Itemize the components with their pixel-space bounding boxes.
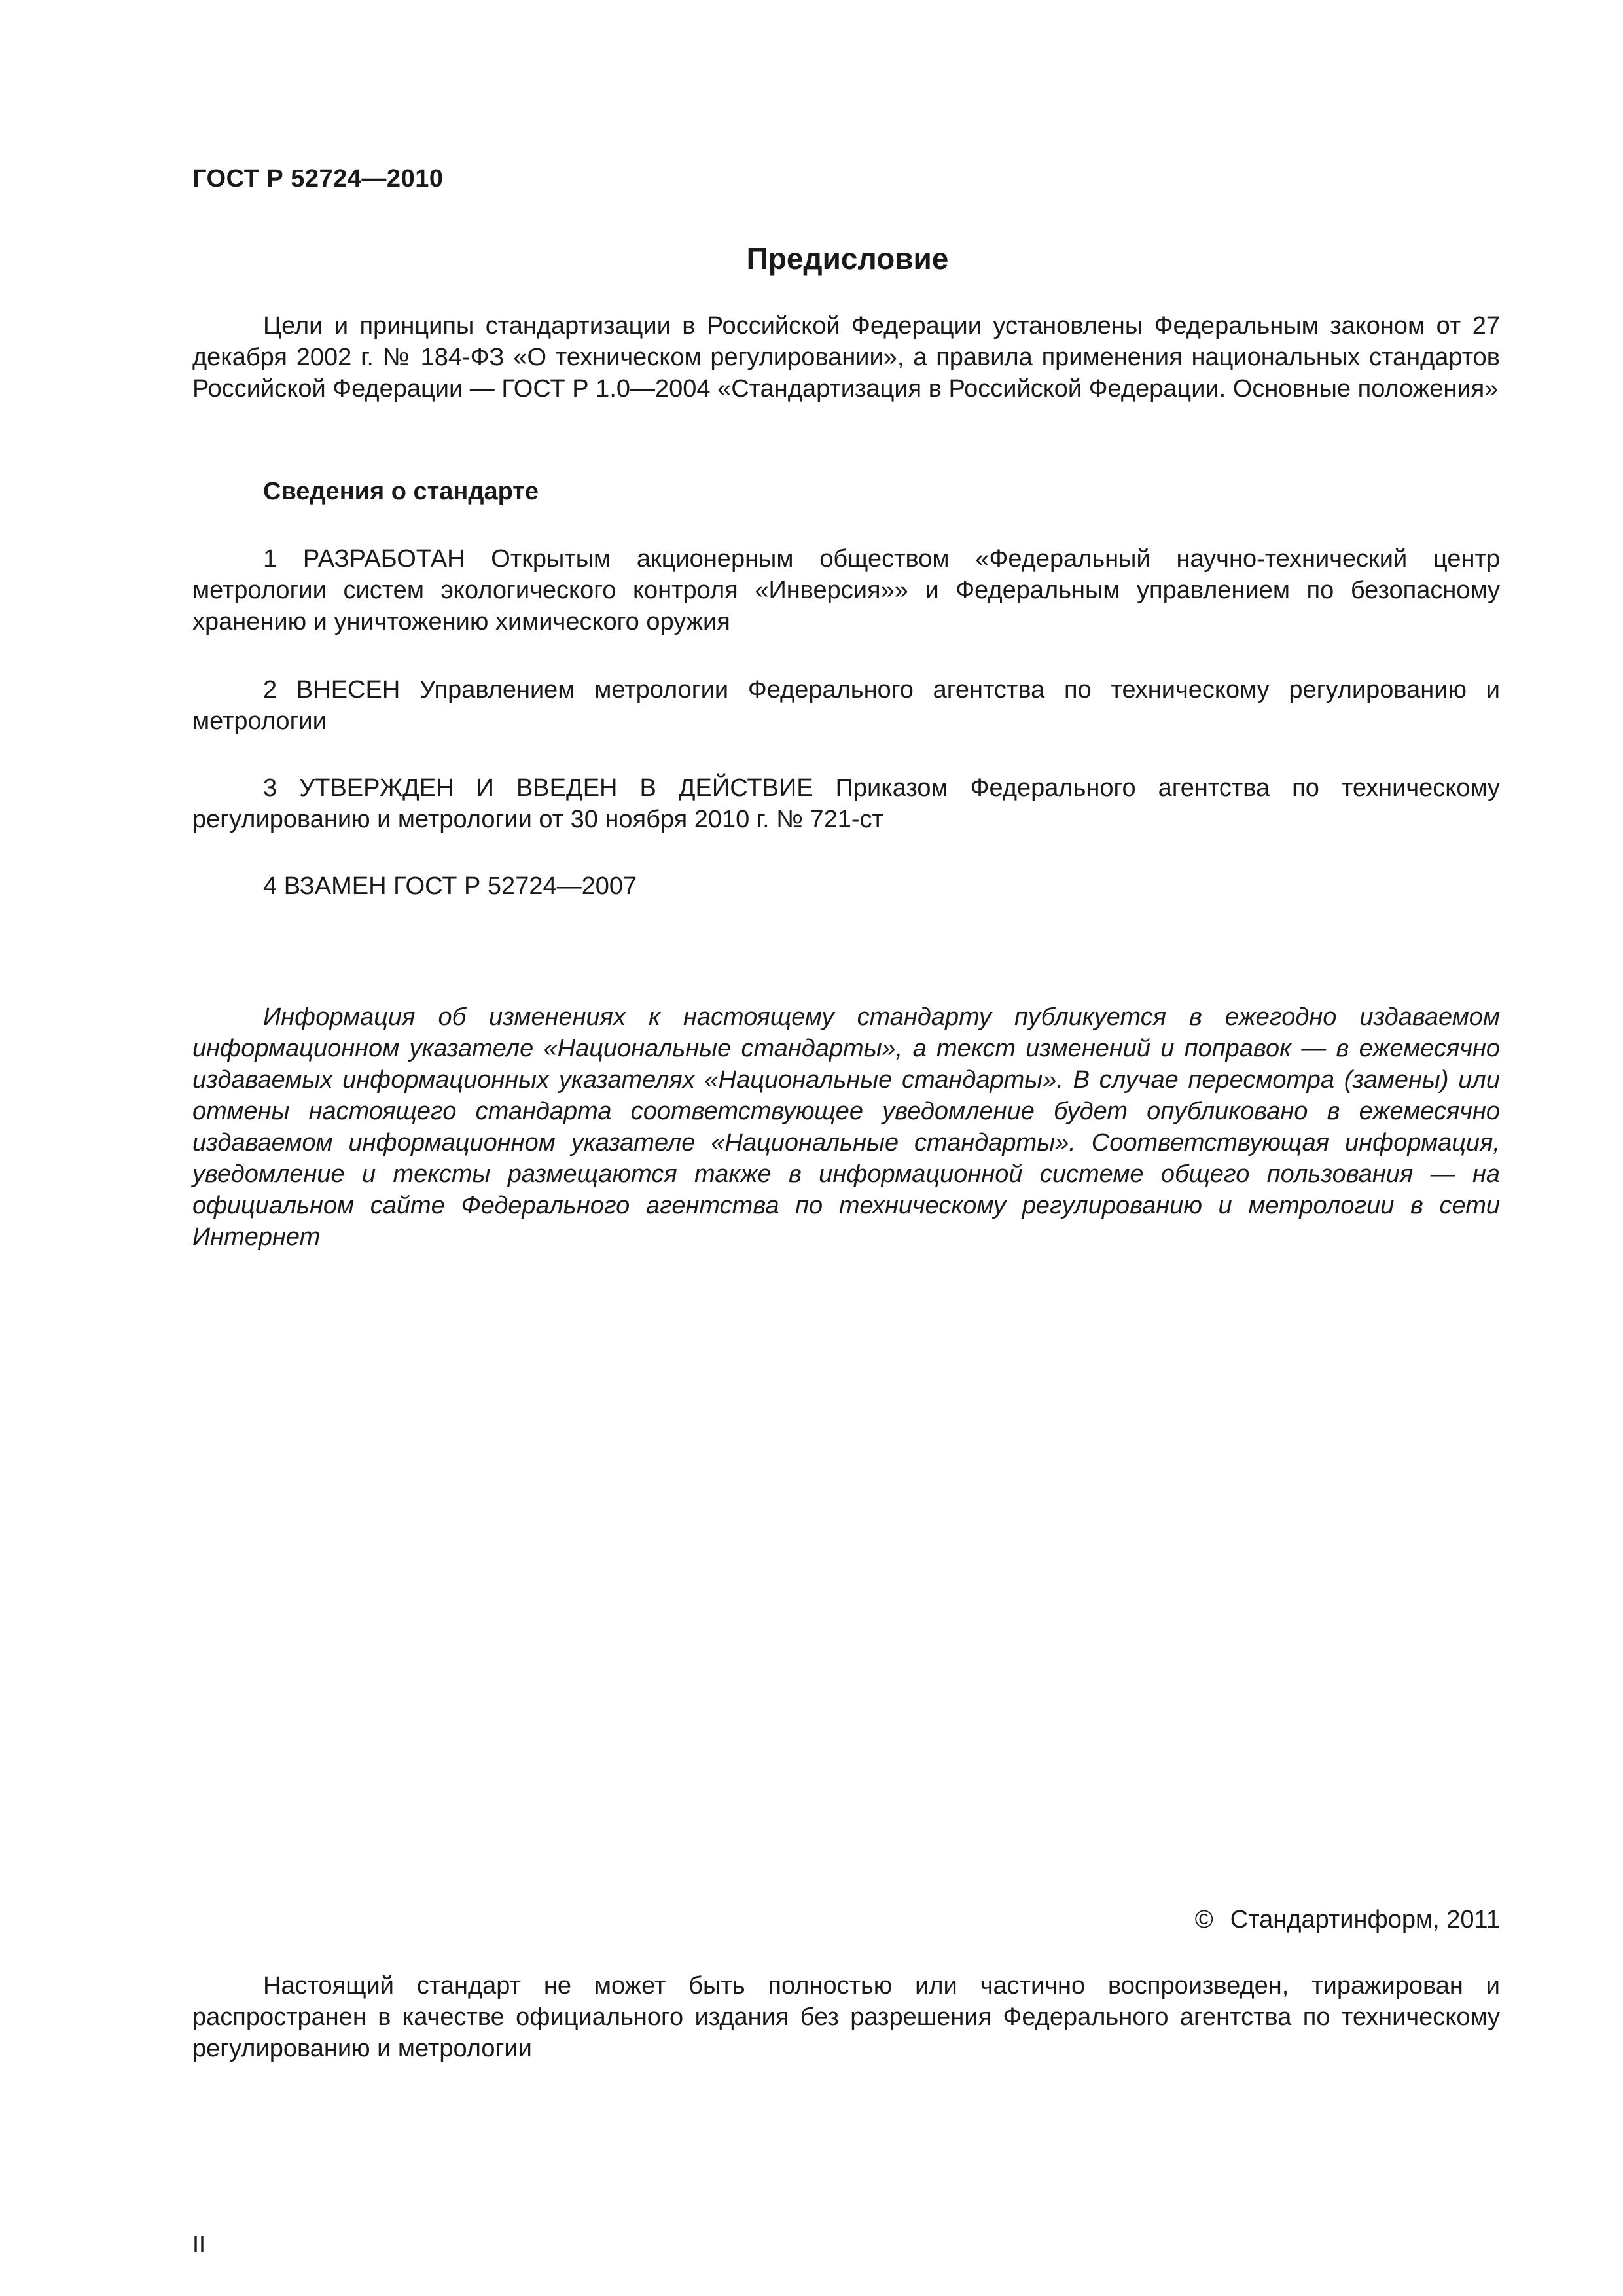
standard-info-item-2: 2 ВНЕСЕН Управлением метрологии Федерального агентства по техническому регулированию и метрологии [192, 676, 1500, 735]
document-code: ГОСТ Р 52724—2010 [192, 165, 444, 192]
copyright-text: Стандартинформ, 2011 [1230, 1906, 1500, 1933]
copyright-line [1195, 1906, 1500, 1934]
foreword-intro-paragraph: Цели и принципы стандартизации в Российской Федерации установлены Федеральным законом от 27 декабря 2002 г. № 184-ФЗ «О техническом регулировании», а правила применения национальных стандартов Российской Федерации — ГОСТ Р 1.0—2004 «Стандартизация в Российской Федерации. Основные положения» [192, 312, 1500, 403]
copyright-symbol: © [1194, 1906, 1213, 1933]
standard-info-item-4: 4 ВЗАМЕН ГОСТ Р 52724—2007 [263, 872, 637, 900]
reproduction-notice-paragraph: Настоящий стандарт не может быть полностью или частично воспроизведен, тиражирован и распространен в качестве официального издания без разрешения Федерального агентства по техническому регулированию и метрологии [192, 1972, 1500, 2062]
foreword-title: Предисловие [746, 242, 949, 276]
changes-notice-paragraph: Информация об изменениях к настоящему стандарту публикуется в ежегодно издаваемом информационном указателе «Национальные стандарты», а текст изменений и поправок — в ежемесячно издаваемых информационных указателях «Национальные стандарты». В случае пересмотра (замены) или отмены настоящего стандарта соответствующее уведомление будет опубликовано в ежемесячно издаваемом информационном указателе «Национальные стандарты». Соответствующая информация, уведомление и тексты размещаются также в информационной системе общего пользования — на официальном сайте Федерального агентства по техническому регулированию и метрологии в сети Интернет [192, 1003, 1500, 1251]
standard-info-item-1: 1 РАЗРАБОТАН Открытым акционерным обществом «Федеральный научно-технический центр метрологии систем экологического контроля «Инверсия»» и Федеральным управлением по безопасному хранению и уничтожению химического оружия [192, 545, 1500, 636]
standard-info-heading: Сведения о стандарте [263, 478, 539, 505]
page-number: II [192, 2231, 206, 2257]
standard-info-item-3: 3 УТВЕРЖДЕН И ВВЕДЕН В ДЕЙСТВИЕ Приказом Федерального агентства по техническому регулированию и метрологии от 30 ноября 2010 г. № 721-ст [192, 774, 1500, 833]
